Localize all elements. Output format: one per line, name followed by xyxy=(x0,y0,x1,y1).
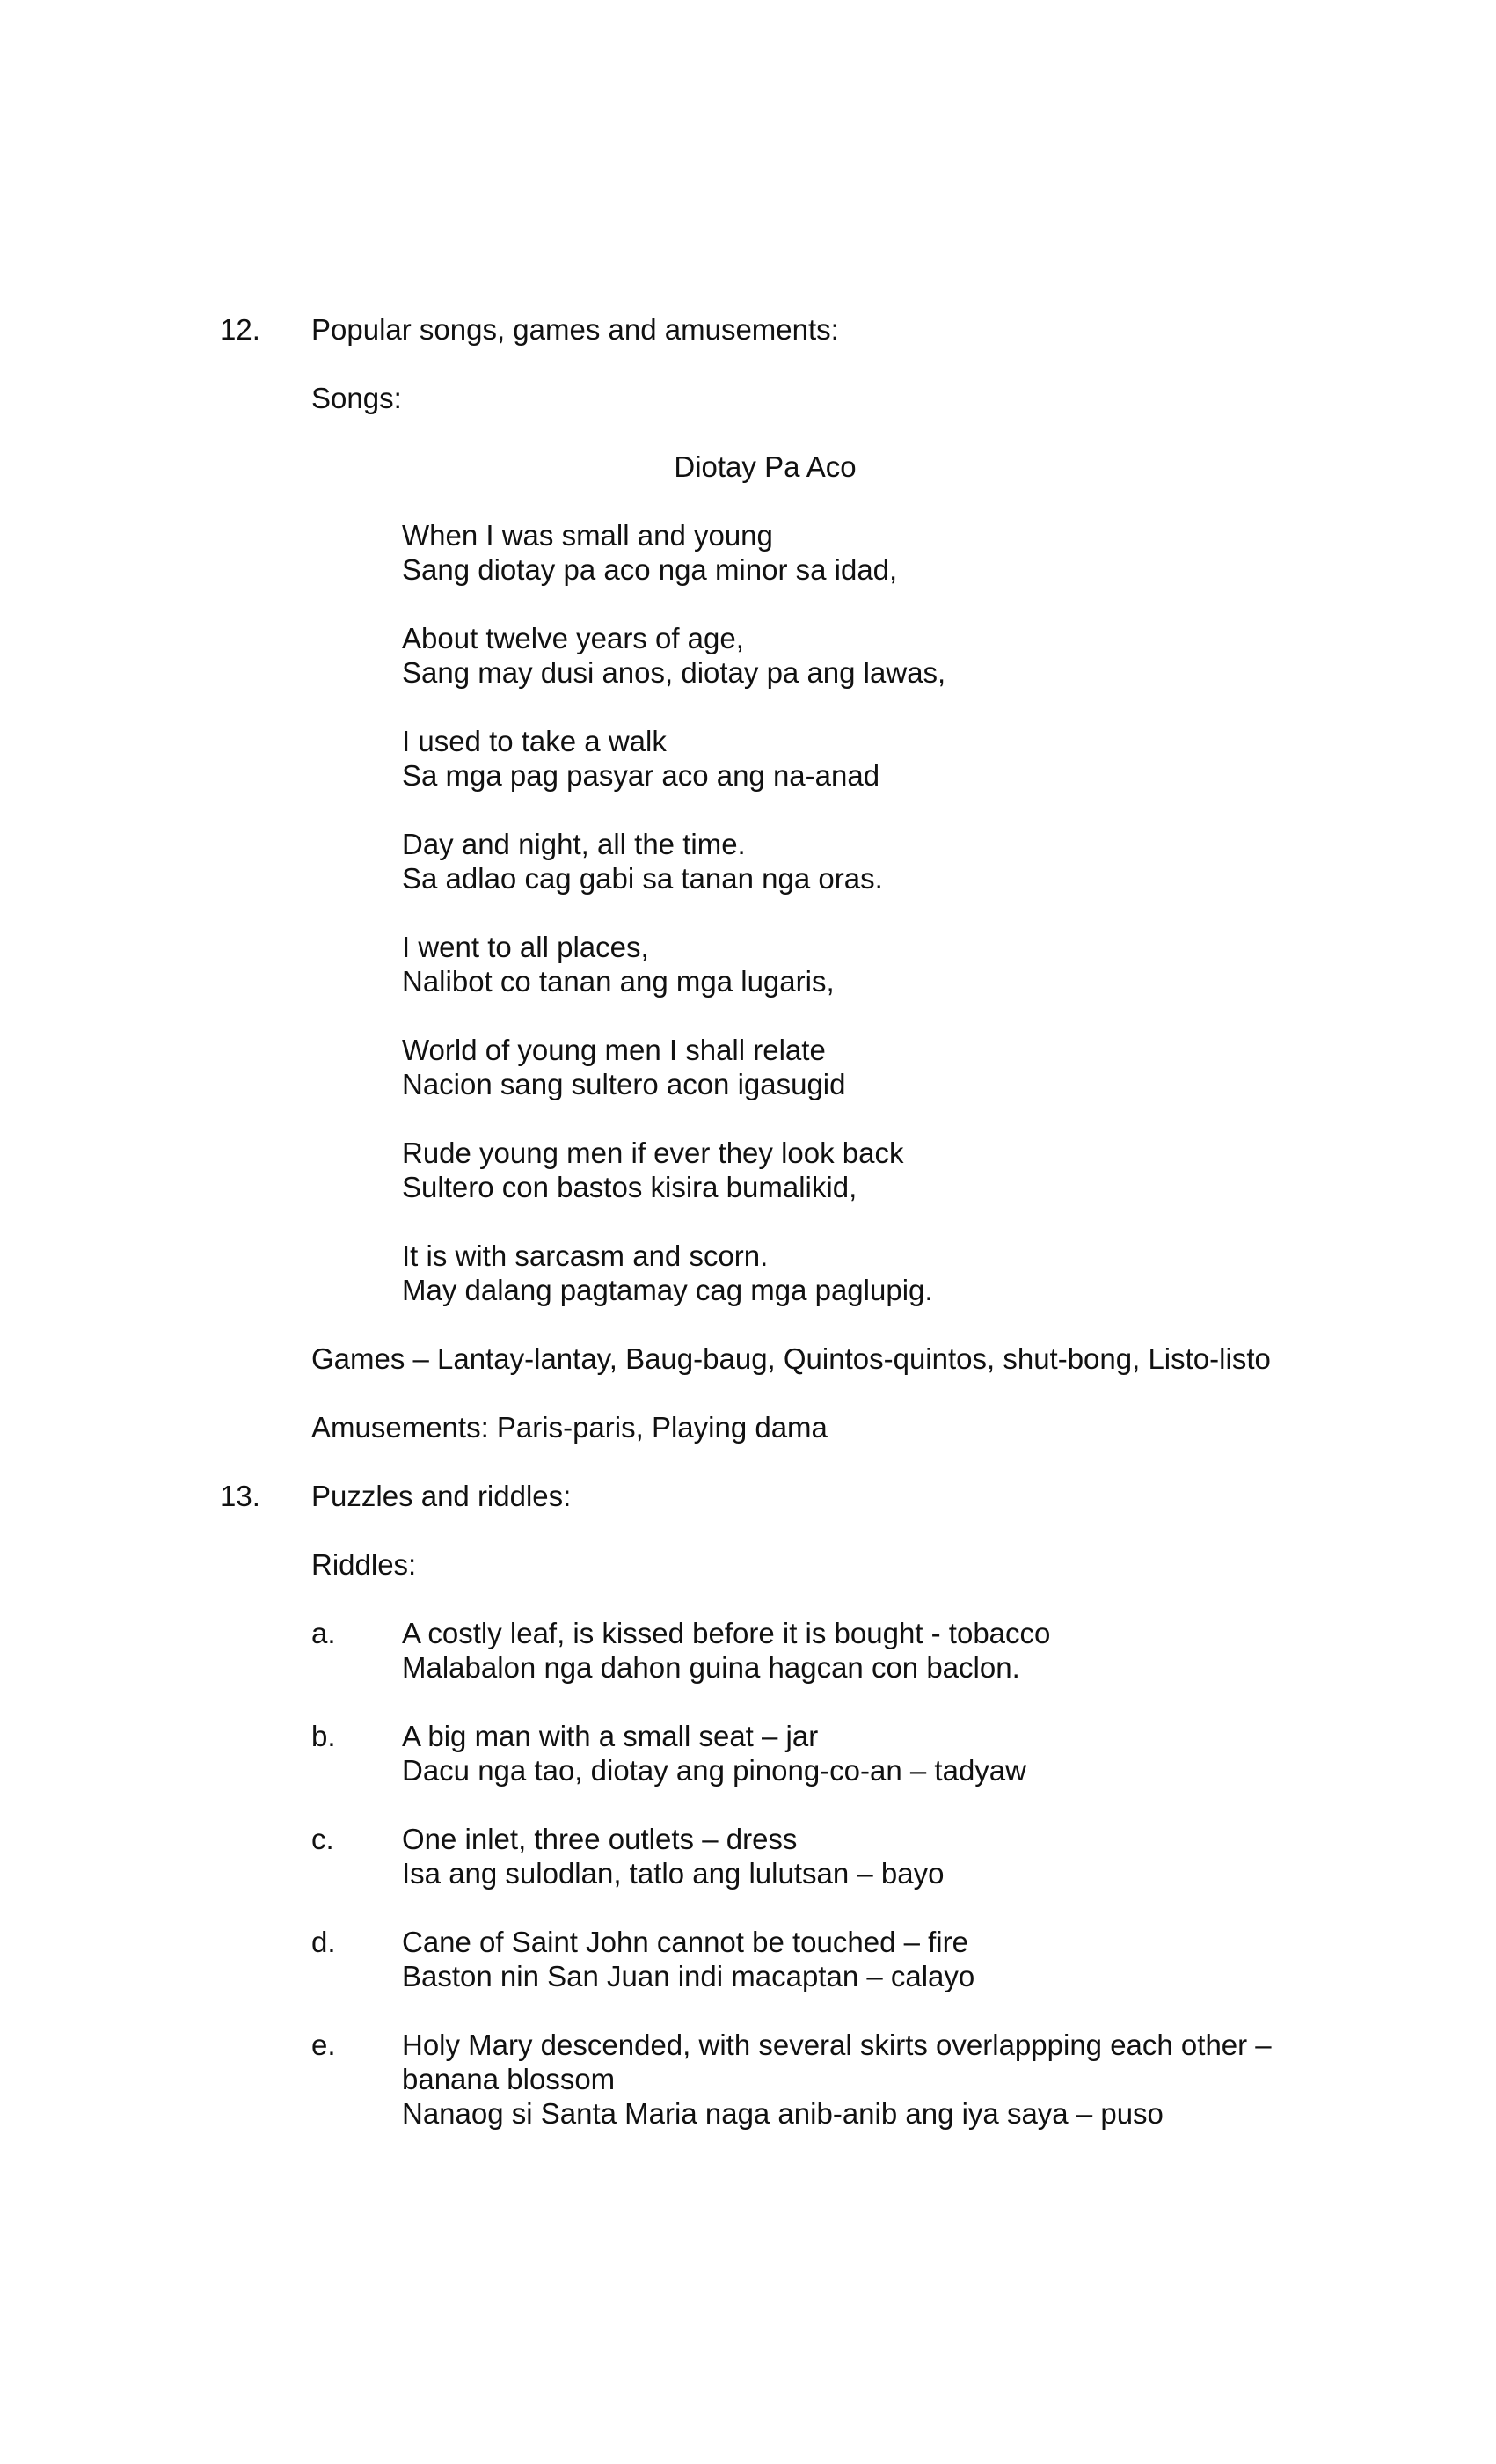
song-line: It is with sarcasm and scorn. xyxy=(402,1239,769,1272)
section-12-heading: Popular songs, games and amusements: xyxy=(311,313,839,346)
riddle-line: Cane of Saint John cannot be touched – fire xyxy=(402,1926,968,1958)
song-line: Day and night, all the time. xyxy=(402,828,746,860)
riddles-label: Riddles: xyxy=(311,1548,417,1581)
song-line: Nalibot co tanan ang mga lugaris, xyxy=(402,965,835,998)
riddle-letter: d. xyxy=(311,1926,336,1958)
section-12-number: 12. xyxy=(220,313,260,346)
section-13-number: 13. xyxy=(220,1480,260,1512)
song-line: World of young men I shall relate xyxy=(402,1034,826,1066)
song-title: Diotay Pa Aco xyxy=(674,450,857,483)
song-line: Sang diotay pa aco nga minor sa idad, xyxy=(402,553,898,586)
song-line: When I was small and young xyxy=(402,519,773,552)
riddle-line: banana blossom xyxy=(402,2063,616,2095)
song-line: I used to take a walk xyxy=(402,725,667,757)
riddle-line: A costly leaf, is kissed before it is bought - tobacco xyxy=(402,1617,1051,1649)
games-line: Games – Lantay-lantay, Baug-baug, Quintos-quintos, shut-bong, Listo-listo xyxy=(311,1342,1271,1375)
riddle-letter: e. xyxy=(311,2029,336,2061)
song-line: Sang may dusi anos, diotay pa ang lawas, xyxy=(402,656,946,689)
riddle-letter: c. xyxy=(311,1823,334,1855)
riddle-line: Baston nin San Juan indi macaptan – calayo xyxy=(402,1960,975,1992)
riddle-line: Holy Mary descended, with several skirts overlappping each other – xyxy=(402,2029,1272,2061)
riddle-line: Nanaog si Santa Maria naga anib-anib ang iya saya – puso xyxy=(402,2097,1164,2130)
song-line: Sa adlao cag gabi sa tanan nga oras. xyxy=(402,862,883,895)
song-line: May dalang pagtamay cag mga paglupig. xyxy=(402,1274,933,1306)
song-line: About twelve years of age, xyxy=(402,622,744,654)
song-line: Sultero con bastos kisira bumalikid, xyxy=(402,1171,857,1203)
riddle-letter: a. xyxy=(311,1617,336,1649)
song-line: Rude young men if ever they look back xyxy=(402,1137,904,1169)
riddle-line: One inlet, three outlets – dress xyxy=(402,1823,798,1855)
riddle-line: Dacu nga tao, diotay ang pinong-co-an – tadyaw xyxy=(402,1754,1026,1787)
song-line: Sa mga pag pasyar aco ang na-anad xyxy=(402,759,880,792)
riddle-letter: b. xyxy=(311,1720,336,1752)
section-13-heading: Puzzles and riddles: xyxy=(311,1480,572,1512)
riddle-line: Isa ang sulodlan, tatlo ang lulutsan – bayo xyxy=(402,1857,945,1890)
songs-label: Songs: xyxy=(311,382,402,414)
amusements-line: Amusements: Paris-paris, Playing dama xyxy=(311,1411,828,1444)
riddle-line: Malabalon nga dahon guina hagcan con baclon. xyxy=(402,1651,1020,1684)
riddle-line: A big man with a small seat – jar xyxy=(402,1720,819,1752)
song-line: Nacion sang sultero acon igasugid xyxy=(402,1068,846,1100)
song-line: I went to all places, xyxy=(402,931,649,963)
